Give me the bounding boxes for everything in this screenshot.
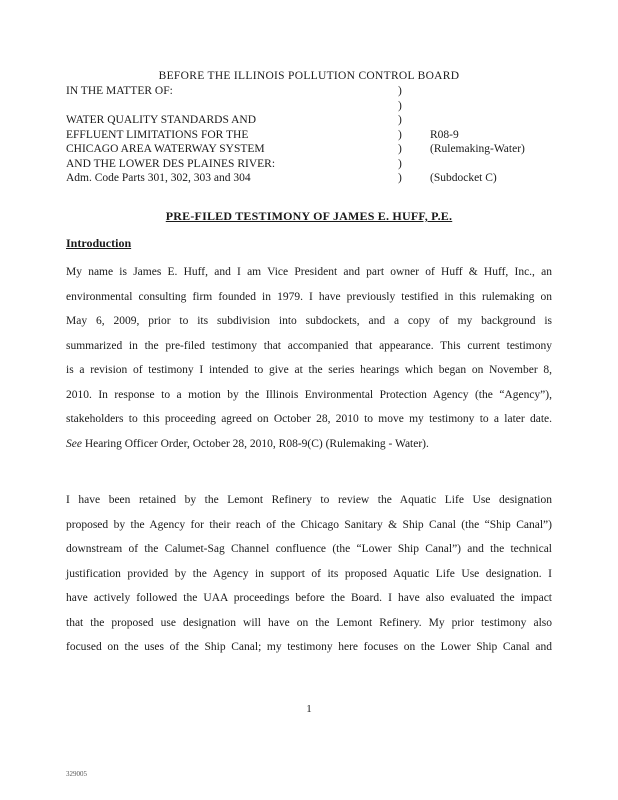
caption-paren: ) [398, 172, 402, 184]
board-title: BEFORE THE ILLINOIS POLLUTION CONTROL BOARD [158, 70, 460, 82]
caption-paren: ) [398, 85, 402, 97]
caption-paren: ) [398, 114, 402, 126]
citation-signal: See [66, 437, 82, 450]
page-number: 1 [306, 703, 312, 715]
paragraph-line: May 6, 2009, prior to its subdivision into subdockets, and a copy of my background is [66, 315, 552, 327]
caption-docket [430, 84, 525, 186]
paragraph-line: stakeholders to this proceeding agreed on October 28, 2010 to move my testimony to a later date. [66, 413, 552, 425]
paragraph-line: I have been retained by the Lemont Refinery to review the Aquatic Life Use designation [66, 494, 552, 506]
paragraph-retention [66, 488, 552, 660]
subdocket: (Subdocket C) [430, 172, 497, 184]
docket-type: (Rulemaking-Water) [430, 143, 525, 155]
caption-paren: ) [398, 143, 402, 155]
caption-line: IN THE MATTER OF: [66, 85, 173, 97]
paragraph-line: is a revision of testimony I intended to give at the series hearings which began on November 8, [66, 364, 552, 376]
paragraph-line: environmental consulting firm founded in 1979. I have previously testified in this rulemaking on [66, 290, 552, 303]
caption-paren: ) [398, 99, 402, 112]
caption-paren: ) [398, 157, 402, 170]
paragraph-line: justification provided by the Agency in support of its proposed Aquatic Life Use designation. I [66, 567, 552, 580]
paragraph-line: 2010. In response to a motion by the Illinois Environmental Protection Agency (the “Agency”), [66, 388, 552, 401]
caption-parentheses [398, 84, 402, 186]
caption-matter [66, 84, 386, 186]
caption-paren: ) [398, 128, 402, 141]
caption-line [66, 99, 386, 114]
paragraph-line: proposed by the Agency for their reach of the Chicago Sanitary & Ship Canal (the “Ship Canal”) [66, 518, 552, 531]
caption-line: EFFLUENT LIMITATIONS FOR THE [66, 128, 249, 141]
paragraph-introduction [66, 260, 552, 456]
testimony-title: PRE-FILED TESTIMONY OF JAMES E. HUFF, P.E. [165, 209, 453, 223]
caption-line: CHICAGO AREA WATERWAY SYSTEM [66, 143, 265, 155]
paragraph-line: downstream of the Calumet-Sag Channel confluence (the “Lower Ship Canal”) and the technical [66, 543, 552, 555]
caption-line: WATER QUALITY STANDARDS AND [66, 114, 256, 126]
caption-line: Adm. Code Parts 301, 302, 303 and 304 [66, 172, 251, 184]
paragraph-line [66, 432, 552, 457]
paragraph-line: summarized in the pre-filed testimony that accompanied that appearance. This current testimony [66, 339, 552, 352]
paragraph-line: focused on the uses of the Ship Canal; my testimony here focuses on the Lower Ship Canal and [66, 641, 552, 653]
paragraph-line: have actively followed the UAA proceedings before the Board. I have also evaluated the impact [66, 592, 552, 604]
section-heading-introduction: Introduction [66, 236, 132, 250]
paragraph-line: My name is James E. Huff, and I am Vice President and part owner of Huff & Huff, Inc., an [66, 266, 552, 278]
citation-text: Hearing Officer Order, October 28, 2010, R08-9(C) (Rulemaking - Water). [81, 437, 429, 450]
paragraph-line: that the proposed use designation will have on the Lemont Refinery. My prior testimony also [66, 616, 552, 629]
docket-number: R08-9 [430, 128, 459, 141]
caption-line: AND THE LOWER DES PLAINES RIVER: [66, 157, 276, 170]
footer-code: 329005 [66, 770, 87, 778]
